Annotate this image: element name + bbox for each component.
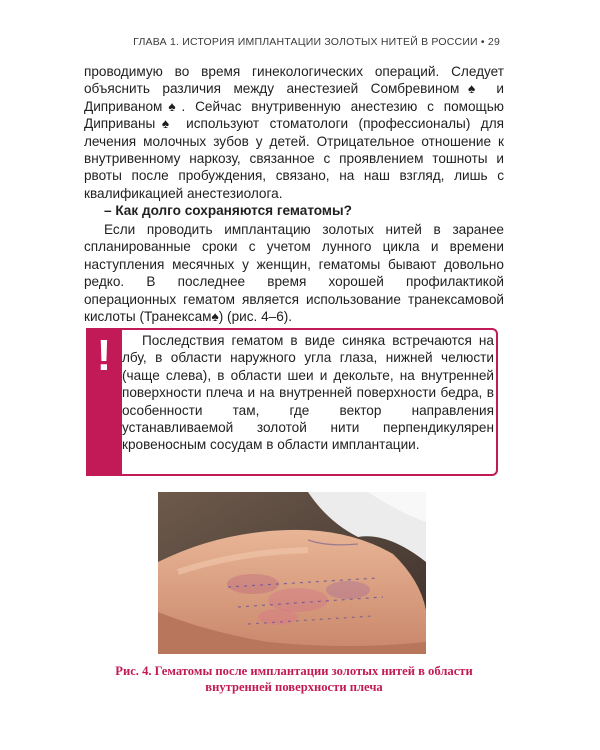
question-heading: – Как долго сохраняются гематомы? xyxy=(104,203,352,218)
paragraph-2-text: Если проводить имплантацию золотых нитей в заранее спланированные сроки с учетом лунного цикла и времени наступления месячных у женщин, гематомы бывают довольно редко. В последнее время хорошей профилактикой операционных гематом является использование транексамовой кислоты (Транексам♠) (рис. 4–6). xyxy=(84,222,504,325)
body-paragraph-1 xyxy=(84,63,504,202)
running-header: ГЛАВА 1. ИСТОРИЯ ИМПЛАНТАЦИИ ЗОЛОТЫХ НИТЕЙ В РОССИИ • 29 xyxy=(133,36,500,48)
bruised-arm-photo xyxy=(158,492,426,654)
warning-callout xyxy=(86,328,500,476)
exclamation-icon: ! xyxy=(96,331,112,380)
body-paragraph-2 xyxy=(84,221,504,325)
callout-body xyxy=(122,332,494,454)
paragraph-1-text: проводимую во время гинекологических операций. Следует объяснить различия между анестезией Сомбревином♠ и Диприваном♠. Сейчас внутривенную анестезию с помощью Диприваны♠ используют стоматологи (профессионалы) для лечения молочных зубов у детей. Отрицательное отношение к внутривенному наркозу, связанное с проявлением тошноты и рвоты после пробуждения, связано, на наш взгляд, лишь с квалификацией анестезиолога. xyxy=(84,64,504,201)
figure-photo xyxy=(158,492,426,654)
figure-caption: Рис. 4. Гематомы после имплантации золотых нитей в области внутренней поверхности плеча xyxy=(115,664,473,694)
bruise-mark-3 xyxy=(326,581,370,599)
bruise-mark-1 xyxy=(227,574,279,594)
bruise-mark-2 xyxy=(268,588,328,612)
callout-text: Последствия гематом в виде синяка встречаются на лбу, в области наружного угла глаза, нижней челюсти (чаще слева), в области шеи и декольте, на внутренней поверхности плеча и на внутренней поверхности бедра, в особенности там, где вектор направления устанавливаемой золотой нити перпендикулярен кровеносным сосудам в области имплантации. xyxy=(122,333,494,453)
